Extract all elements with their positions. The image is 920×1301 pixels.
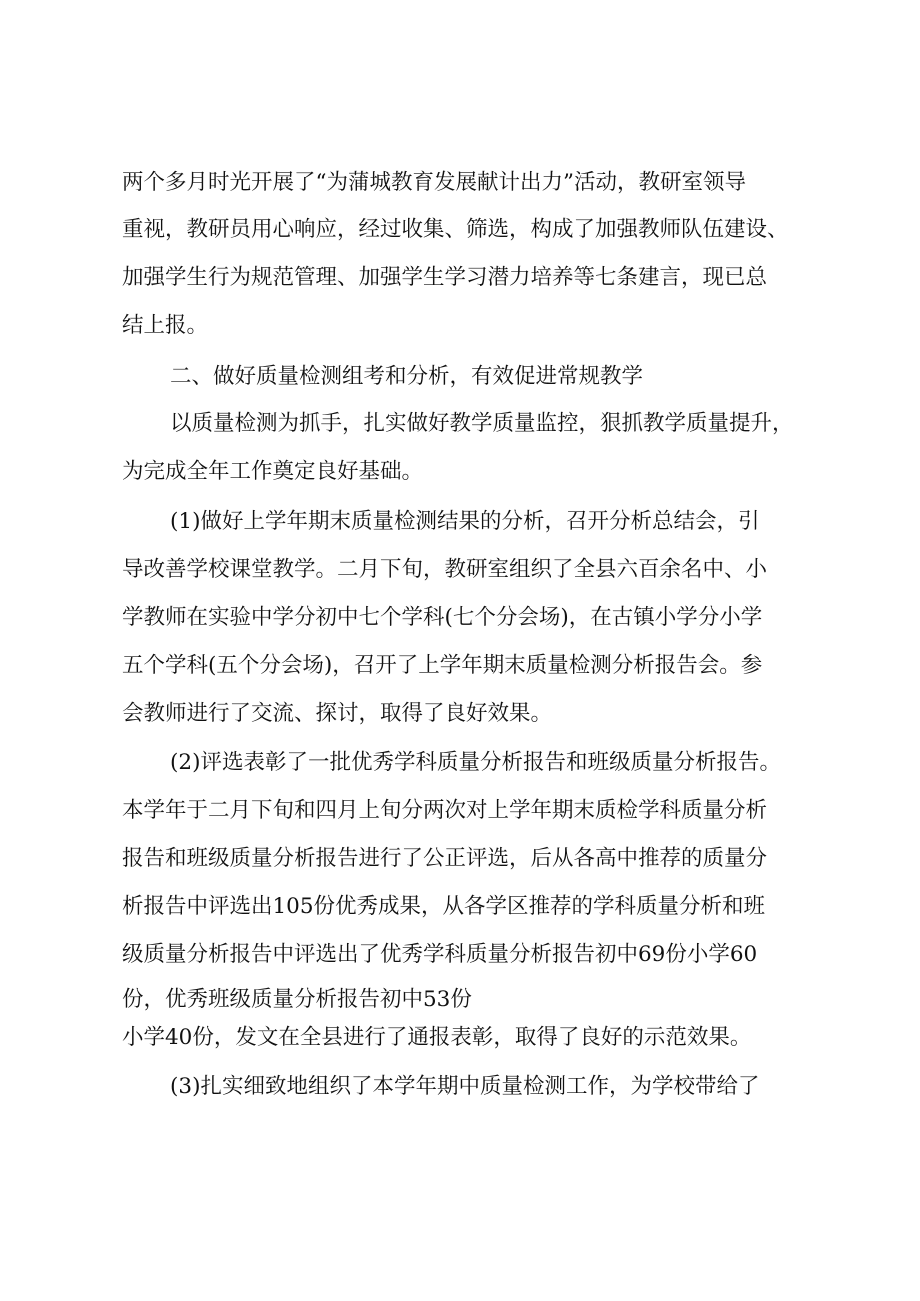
- body-text-line: 会教师进行了交流、探讨，取得了良好效果。: [122, 701, 553, 726]
- body-text-line: (2)评选表彰了一批优秀学科质量分析报告和班级质量分析报告。: [170, 750, 781, 775]
- body-text-line: 本学年于二月下旬和四月上旬分两次对上学年期末质检学科质量分析: [122, 798, 768, 823]
- section-heading: 二、做好质量检测组考和分析，有效促进常规教学: [170, 364, 644, 389]
- body-text-line: 重视，教研员用心响应，经过收集、筛选，构成了加强教师队伍建设、: [122, 217, 789, 242]
- body-text-line: 学教师在实验中学分初中七个学科(七个分会场)，在古镇小学分小学: [122, 605, 763, 630]
- body-text-line: 加强学生行为规范管理、加强学生学习潜力培养等七条建言，现已总: [122, 265, 768, 290]
- body-text-line: 报告和班级质量分析报告进行了公正评选，后从各高中推荐的质量分: [122, 846, 768, 871]
- body-text-line: 为完成全年工作奠定良好基础。: [122, 459, 424, 484]
- body-text-line: (3)扎实细致地组织了本学年期中质量检测工作，为学校带给了: [170, 1074, 760, 1099]
- body-text-line: 五个学科(五个分会场)，召开了上学年期末质量检测分析报告会。参: [122, 653, 763, 678]
- body-text-line: 以质量检测为抓手，扎实做好教学质量监控，狠抓教学质量提升，: [170, 411, 794, 436]
- body-text-line: 两个多月时光开展了“为蒲城教育发展献计出力”活动，教研室领导: [122, 170, 746, 195]
- body-text-line: 结上报。: [122, 313, 209, 338]
- body-text-line: 级质量分析报告中评选出了优秀学科质量分析报告初中69份小学60: [122, 942, 758, 967]
- body-text-line: 析报告中评选出105份优秀成果，从各学区推荐的学科质量分析和班: [122, 894, 766, 919]
- body-text-line: 小学40份，发文在全县进行了通报表彰，取得了良好的示范效果。: [122, 1025, 752, 1050]
- body-text-line: 导改善学校课堂教学。二月下旬，教研室组织了全县六百余名中、小: [122, 557, 768, 582]
- body-text-line: (1)做好上学年期末质量检测结果的分析，召开分析总结会，引: [170, 509, 760, 534]
- body-text-line: 份，优秀班级质量分析报告初中53份: [122, 987, 472, 1012]
